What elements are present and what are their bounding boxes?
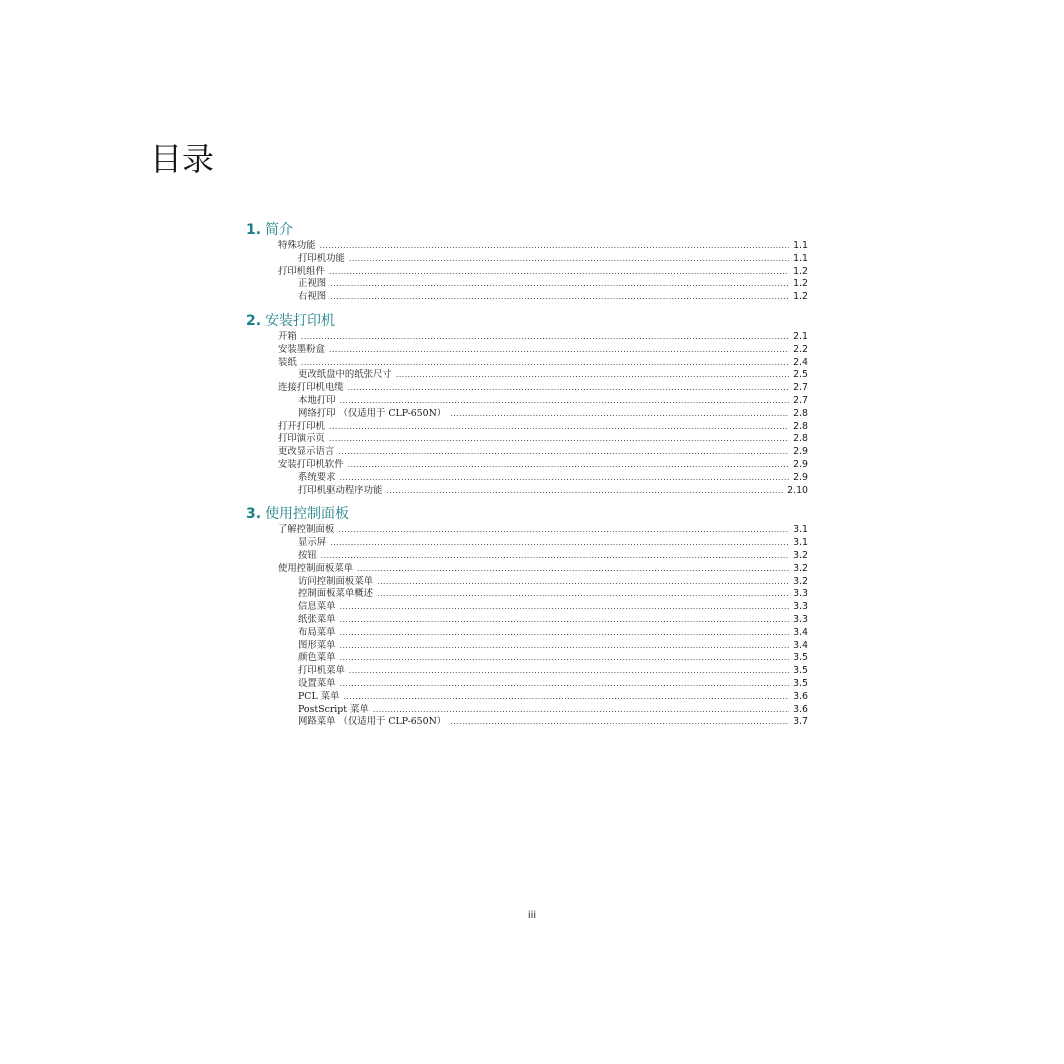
toc-entry[interactable]: [246, 331, 808, 344]
chapter-title: 简介: [265, 222, 294, 238]
toc-entry[interactable]: [246, 691, 808, 704]
toc-entry-label: 本地打印: [298, 394, 336, 406]
toc-entry[interactable]: [246, 601, 808, 614]
toc-entry[interactable]: [246, 240, 808, 253]
toc-entry-page: 2.8: [793, 433, 808, 445]
toc-entry-label: 访问控制面板菜单: [298, 575, 374, 587]
toc-entry[interactable]: [246, 537, 808, 550]
toc-entry-label: 按钮: [298, 549, 317, 561]
toc-entry[interactable]: [246, 421, 808, 434]
chapter-heading[interactable]: [246, 221, 808, 239]
dot-leader: [373, 704, 789, 717]
toc-entry[interactable]: [246, 524, 808, 537]
toc-entry[interactable]: [246, 485, 808, 498]
dot-leader: [396, 369, 789, 382]
toc-entry[interactable]: [246, 382, 808, 395]
toc-entry[interactable]: [246, 665, 808, 678]
toc-entry[interactable]: [246, 472, 808, 485]
toc-chapter: [246, 221, 808, 304]
dot-leader: [329, 421, 789, 434]
dot-leader: [301, 357, 789, 370]
toc-entry-page: 2.1: [793, 330, 808, 342]
toc-entry-label: 控制面板菜单概述: [298, 588, 374, 600]
toc-entry-page: 2.8: [793, 407, 808, 419]
chapter-number: 2.: [246, 312, 262, 329]
toc-entry-label: 特殊功能: [278, 240, 316, 251]
dot-leader: [340, 640, 790, 653]
dot-leader: [329, 433, 789, 446]
dot-leader: [349, 253, 789, 266]
toc-entry-label: 网络打印 （仅适用于 CLP-650N）: [298, 407, 447, 419]
toc-entry[interactable]: [246, 344, 808, 357]
dot-leader: [340, 395, 790, 408]
toc-entry-label: 打印演示页: [278, 433, 325, 445]
toc-entry-page: 1.1: [793, 252, 808, 264]
dot-leader: [348, 382, 789, 395]
toc-entry-page: 2.9: [793, 458, 808, 470]
toc-entry[interactable]: [246, 716, 808, 729]
toc-entry-label: 使用控制面板菜单: [278, 562, 354, 574]
chapter-heading[interactable]: [246, 312, 808, 330]
chapter-title: 使用控制面板: [265, 506, 350, 523]
dot-leader: [330, 291, 789, 304]
toc-entry[interactable]: [246, 640, 808, 653]
dot-leader: [348, 459, 789, 472]
toc-entry-label: 安装打印机软件: [278, 458, 344, 470]
toc-entry-page: 3.6: [793, 703, 808, 715]
toc-entry-page: 3.2: [793, 575, 808, 587]
toc-entry[interactable]: [246, 576, 808, 589]
table-of-contents: [246, 221, 808, 737]
toc-entry[interactable]: [246, 369, 808, 382]
toc-entry-label: 更改显示语言: [278, 446, 335, 458]
toc-entry-page: 1.1: [793, 240, 808, 251]
toc-entry[interactable]: [246, 408, 808, 421]
dot-leader: [301, 331, 789, 344]
chapter-title: 安装打印机: [265, 312, 336, 329]
toc-entry-label: 显示屏: [298, 537, 327, 549]
toc-entry-label: 安装墨粉盒: [278, 343, 325, 355]
toc-entry-label: 图形菜单: [298, 639, 336, 651]
toc-entry[interactable]: [246, 278, 808, 291]
toc-entry-page: 3.3: [793, 588, 808, 600]
toc-entry-label: 信息菜单: [298, 601, 336, 613]
toc-entry-label: 设置菜单: [298, 677, 336, 689]
toc-entry-label: 纸张菜单: [298, 613, 336, 625]
dot-leader: [343, 691, 789, 704]
toc-entry-label: 打印机驱动程序功能: [298, 484, 383, 496]
chapter-number: 3.: [246, 506, 262, 523]
toc-entry-page: 2.4: [793, 356, 808, 368]
toc-entry-page: 3.5: [793, 652, 808, 664]
toc-entry-page: 2.5: [793, 369, 808, 381]
toc-entry-label: 右视图: [298, 291, 327, 303]
toc-chapter: [246, 312, 808, 497]
toc-entry-page: 2.8: [793, 420, 808, 432]
dot-leader: [338, 446, 789, 459]
toc-entry[interactable]: [246, 291, 808, 304]
toc-entry-label: 颜色菜单: [298, 652, 336, 664]
toc-entry-label: 连接打印机电缆: [278, 382, 344, 394]
toc-entry[interactable]: [246, 395, 808, 408]
chapter-number: 1.: [246, 222, 262, 238]
dot-leader: [329, 344, 789, 357]
toc-entry[interactable]: [246, 550, 808, 563]
toc-entry-page: 3.1: [793, 524, 808, 536]
toc-entry[interactable]: [246, 433, 808, 446]
toc-entry-label: 打印机菜单: [298, 665, 345, 677]
toc-entry-label: 布局菜单: [298, 626, 336, 638]
toc-entry-page: 3.6: [793, 690, 808, 702]
toc-entry[interactable]: [246, 588, 808, 601]
toc-entry-page: 1.2: [793, 265, 808, 277]
toc-entry[interactable]: [246, 614, 808, 627]
toc-entry[interactable]: [246, 253, 808, 266]
toc-chapter: [246, 505, 808, 729]
dot-leader: [340, 652, 790, 665]
dot-leader: [450, 716, 789, 729]
toc-entry-page: 3.7: [793, 716, 808, 728]
toc-entry-label: 正视图: [298, 278, 327, 290]
toc-entry-page: 2.10: [787, 484, 808, 496]
toc-entry-page: 2.9: [793, 471, 808, 483]
toc-entry-page: 3.5: [793, 665, 808, 677]
dot-leader: [340, 614, 790, 627]
toc-entry-label: 网路菜单 （仅适用于 CLP-650N）: [298, 716, 447, 728]
page-number: iii: [527, 910, 537, 921]
toc-entry[interactable]: [246, 678, 808, 691]
toc-entry-page: 3.4: [793, 639, 808, 651]
toc-entry-label: 开箱: [278, 330, 297, 342]
toc-entry-label: 了解控制面板: [278, 524, 335, 536]
toc-entry[interactable]: [246, 704, 808, 717]
toc-entry-label: 打印机组件: [278, 265, 325, 277]
toc-entry-label: PostScript 菜单: [298, 703, 369, 715]
toc-entry-page: 3.3: [793, 613, 808, 625]
chapter-heading[interactable]: [246, 505, 808, 523]
toc-entry-label: 更改纸盘中的纸张尺寸: [298, 369, 392, 381]
dot-leader: [329, 266, 789, 279]
toc-entry[interactable]: [246, 446, 808, 459]
toc-entry-label: 系统要求: [298, 471, 336, 483]
toc-entry-label: 打开打印机: [278, 420, 325, 432]
toc-entry-page: 2.7: [793, 394, 808, 406]
dot-leader: [321, 550, 789, 563]
dot-leader: [349, 665, 789, 678]
dot-leader: [330, 278, 789, 291]
toc-entry[interactable]: [246, 266, 808, 279]
toc-entry-page: 3.2: [793, 562, 808, 574]
toc-entry-page: 3.4: [793, 626, 808, 638]
toc-entry-label: 装纸: [278, 356, 297, 368]
dot-leader: [377, 576, 789, 589]
toc-entry-page: 2.9: [793, 446, 808, 458]
dot-leader: [340, 472, 790, 485]
toc-entry-page: 1.2: [793, 278, 808, 290]
dot-leader: [340, 627, 790, 640]
toc-entry-page: 3.5: [793, 677, 808, 689]
dot-leader: [340, 601, 790, 614]
toc-entry-page: 3.2: [793, 549, 808, 561]
toc-entry[interactable]: [246, 357, 808, 370]
dot-leader: [340, 678, 790, 691]
page-title: 目录: [150, 140, 215, 178]
toc-entry-label: 打印机功能: [298, 252, 345, 264]
dot-leader: [377, 588, 789, 601]
toc-entry[interactable]: [246, 652, 808, 665]
toc-entry-page: 2.2: [793, 343, 808, 355]
toc-entry-page: 1.2: [793, 291, 808, 303]
toc-entry[interactable]: [246, 459, 808, 472]
toc-entry-page: 3.3: [793, 601, 808, 613]
toc-entry[interactable]: [246, 627, 808, 640]
dot-leader: [320, 240, 790, 253]
toc-entry-page: 2.7: [793, 382, 808, 394]
toc-entry[interactable]: [246, 563, 808, 576]
toc-entry-label: PCL 菜单: [298, 690, 340, 702]
dot-leader: [357, 563, 789, 576]
dot-leader: [450, 408, 789, 421]
dot-leader: [338, 524, 789, 537]
dot-leader: [330, 537, 789, 550]
toc-entry-page: 3.1: [793, 537, 808, 549]
dot-leader: [386, 485, 783, 498]
